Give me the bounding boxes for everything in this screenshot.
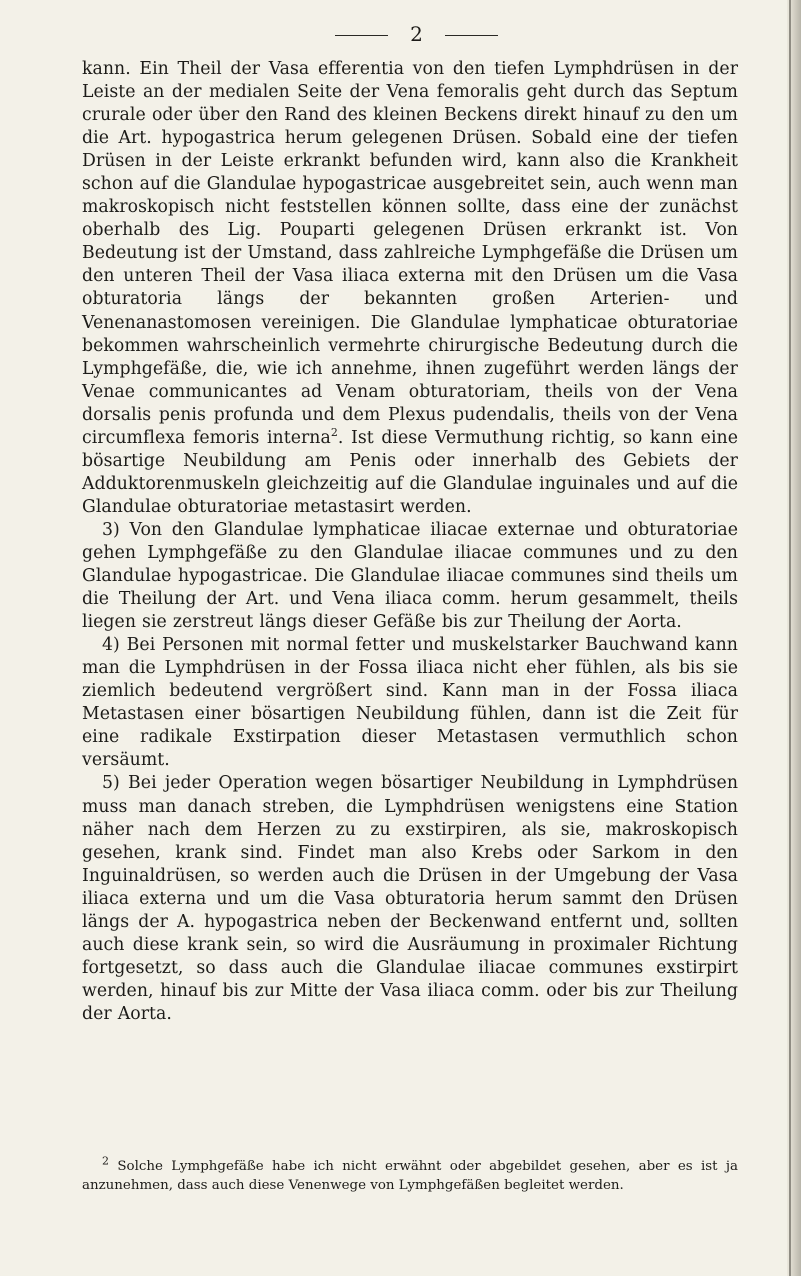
header-rule-left (335, 35, 388, 36)
footnote (82, 1154, 738, 1195)
header-rule-right (445, 35, 498, 36)
paragraph-4: 4) Bei Personen mit normal fetter und muskelstarker Bauchwand kann man die Lymphdrüsen in der Fossa iliaca nicht eher fühlen, als bis sie ziemlich bedeutend vergrößert sind. Kann man in der Fossa iliaca Metastasen einer bösartigen Neubildung fühlen, dann ist die Zeit für eine radikale Exstirpation dieser Metastasen vermuthlich schon versäumt. (82, 635, 738, 771)
footnote-reference: 2 (330, 425, 338, 439)
page-header (0, 22, 801, 46)
paragraph-text-tail: . Ist diese Vermuthung richtig, so kann eine bösartige Neubildung am Penis oder innerhalb des Gebiets der Adduktorenmuskeln gleichzeitig auf die Glandulae inguinales und auf die Glandulae obturatoriae metastasirt werden. (82, 427, 738, 517)
paragraph-text: kann. Ein Theil der Vasa efferentia von den tiefen Lymphdrüsen in der Leiste an der medialen Seite der Vena femoralis geht durch das Septum crurale oder über den Rand des kleinen Beckens direkt hinauf zu den um die Art. hypogastrica herum gelegenen Drüsen. Sobald eine der tiefen Drüsen in der Leiste erkrankt befunden wird, kann also die Krankheit schon auf die Glandulae hypogastricae ausgebreitet sein, auch wenn man makroskopisch nicht feststellen können sollte, dass eine der zunächst oberhalb des Lig. Pouparti gelegenen Drüsen erkrankt ist. Von Bedeutung ist der Umstand, dass zahlreiche Lymphgefäße die Drüsen um den unteren Theil der Vasa iliaca externa mit den Drüsen um die Vasa obturatoria längs der bekannten großen Arterien- und Venenanastomosen vereinigen. Die Glandulae lymphaticae obturatoriae bekommen wahrscheinlich vermehrte chirurgische Bedeutung durch die Lymphgefäße, die, wie ich annehme, ihnen zugeführt werden längs der Venae communicantes ad Venam obturatoriam, theils von der Vena dorsalis penis profunda und dem Plexus pudendalis, theils von der Vena circumflexa femoris interna (82, 59, 738, 448)
page-edge-line (789, 0, 791, 1276)
paragraph-5: 5) Bei jeder Operation wegen bösartiger Neubildung in Lymphdrüsen muss man danach streben, die Lymphdrüsen wenigstens eine Station näher nach dem Herzen zu zu exstirpiren, als sie, makroskopisch gesehen, krank sind. Findet man also Krebs oder Sarkom in den Inguinaldrüsen, so werden auch die Drüsen in der Umgebung der Vasa iliaca externa und um die Vasa obturatoria herum sammt den Drüsen längs der A. hypogastrica neben der Beckenwand entfernt und, sollten auch diese krank sein, so wird die Ausräumung in proximaler Richtung fortgesetzt, so dass auch die Glandulae iliacae communes exstirpirt werden, hinauf bis zur Mitte der Vasa iliaca comm. oder bis zur Theilung der Aorta. (82, 773, 738, 1024)
footnote-marker: 2 (102, 1154, 109, 1168)
body-text (82, 58, 738, 1026)
page-number: 2 (410, 22, 423, 46)
paragraph-3: 3) Von den Glandulae lymphaticae iliacae externae und obturatoriae gehen Lymphgefäße zu den Glandulae iliacae communes und zu den Glandulae hypogastricae. Die Glandulae iliacae communes sind theils um die Theilung der Art. und Vena iliaca comm. herum gesammelt, theils liegen sie zerstreut längs dieser Gefäße bis zur Theilung der Aorta. (82, 519, 738, 633)
footnote-text: Solche Lymphgefäße habe ich nicht erwähnt oder abgebildet gesehen, aber es ist ja anzunehmen, dass auch diese Venenwege von Lymphgefäßen begleitet werden. (82, 1159, 738, 1193)
footnote-area (82, 1154, 738, 1195)
paragraph-continuation (82, 58, 738, 519)
